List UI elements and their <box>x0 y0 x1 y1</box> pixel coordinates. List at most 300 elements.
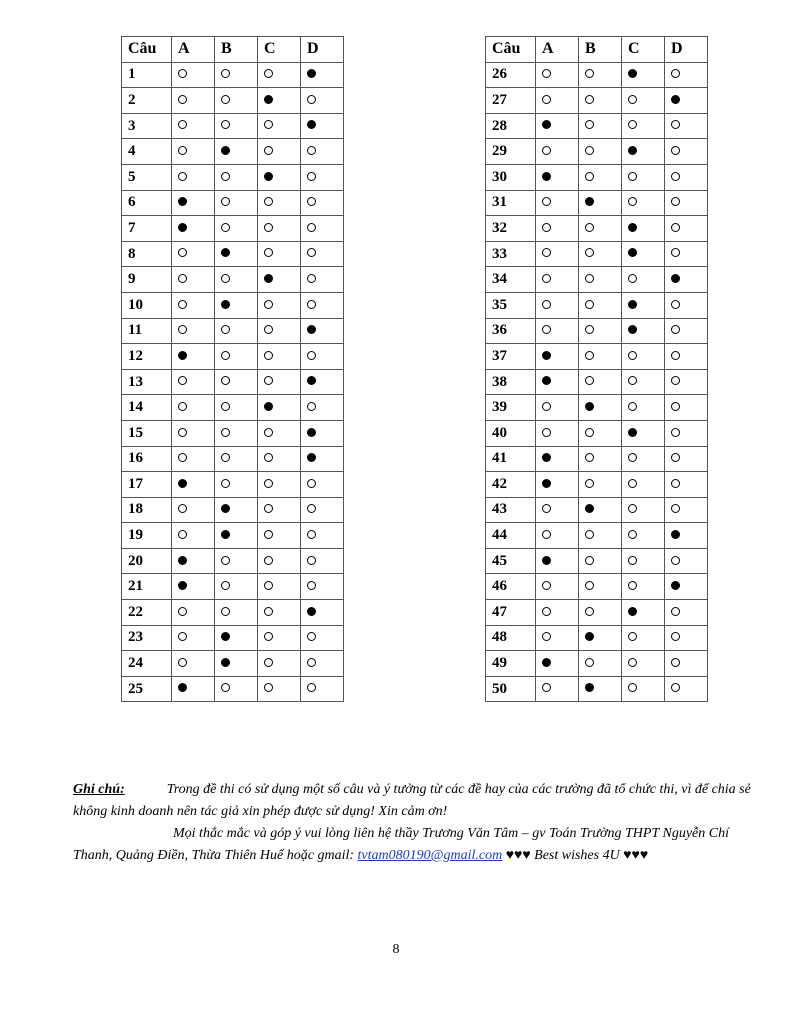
empty-bubble-icon <box>221 120 230 129</box>
empty-bubble-icon <box>264 197 273 206</box>
option-cell-c <box>622 676 665 702</box>
option-cell-b <box>579 88 622 114</box>
filled-bubble-icon <box>178 683 187 692</box>
table-row <box>486 139 708 165</box>
header-question: Câu <box>122 37 172 63</box>
option-cell-c <box>622 446 665 472</box>
filled-bubble-icon <box>542 453 551 462</box>
option-cell-a <box>536 267 579 293</box>
empty-bubble-icon <box>307 197 316 206</box>
filled-bubble-icon <box>671 274 680 283</box>
empty-bubble-icon <box>671 248 680 257</box>
note-text-1: Trong đề thi có sử dụng một số câu và ý tưởng từ các đề hay của các trường đã tổ chức thi, vì để chia sẻ không kinh doanh nên tác giả xin phép được sử dụng! Xin cảm ơn! <box>73 782 751 819</box>
question-number: 25 <box>122 676 172 702</box>
table-row <box>486 241 708 267</box>
question-number: 39 <box>486 395 536 421</box>
question-number: 36 <box>486 318 536 344</box>
header-option-c: C <box>258 37 301 63</box>
option-cell-a <box>536 369 579 395</box>
option-cell-b <box>579 292 622 318</box>
option-cell-d <box>301 446 344 472</box>
table-row <box>486 395 708 421</box>
option-cell-a <box>172 267 215 293</box>
option-cell-b <box>215 600 258 626</box>
option-cell-b <box>579 344 622 370</box>
option-cell-c <box>258 625 301 651</box>
option-cell-b <box>215 344 258 370</box>
table-row <box>122 625 344 651</box>
empty-bubble-icon <box>221 69 230 78</box>
empty-bubble-icon <box>221 325 230 334</box>
question-number: 34 <box>486 267 536 293</box>
header-option-c: C <box>622 37 665 63</box>
filled-bubble-icon <box>178 479 187 488</box>
empty-bubble-icon <box>264 325 273 334</box>
empty-bubble-icon <box>542 530 551 539</box>
empty-bubble-icon <box>542 197 551 206</box>
empty-bubble-icon <box>585 658 594 667</box>
option-cell-d <box>665 344 708 370</box>
filled-bubble-icon <box>628 146 637 155</box>
question-number: 40 <box>486 420 536 446</box>
empty-bubble-icon <box>585 172 594 181</box>
empty-bubble-icon <box>542 402 551 411</box>
empty-bubble-icon <box>628 197 637 206</box>
option-cell-b <box>215 318 258 344</box>
option-cell-b <box>215 216 258 242</box>
empty-bubble-icon <box>264 351 273 360</box>
option-cell-b <box>215 292 258 318</box>
empty-bubble-icon <box>221 197 230 206</box>
question-number: 33 <box>486 241 536 267</box>
option-cell-b <box>215 446 258 472</box>
option-cell-b <box>579 369 622 395</box>
filled-bubble-icon <box>307 453 316 462</box>
table-body-right <box>486 62 708 702</box>
option-cell-c <box>622 395 665 421</box>
question-number: 31 <box>486 190 536 216</box>
option-cell-c <box>258 676 301 702</box>
empty-bubble-icon <box>585 556 594 565</box>
option-cell-d <box>301 472 344 498</box>
table-row <box>486 600 708 626</box>
empty-bubble-icon <box>542 504 551 513</box>
option-cell-d <box>665 292 708 318</box>
empty-bubble-icon <box>542 223 551 232</box>
option-cell-c <box>258 190 301 216</box>
filled-bubble-icon <box>221 504 230 513</box>
question-number: 11 <box>122 318 172 344</box>
filled-bubble-icon <box>221 146 230 155</box>
empty-bubble-icon <box>671 402 680 411</box>
filled-bubble-icon <box>542 556 551 565</box>
question-number: 30 <box>486 164 536 190</box>
option-cell-b <box>215 139 258 165</box>
header-option-b: B <box>579 37 622 63</box>
option-cell-b <box>579 676 622 702</box>
filled-bubble-icon <box>221 658 230 667</box>
question-number: 27 <box>486 88 536 114</box>
empty-bubble-icon <box>542 274 551 283</box>
empty-bubble-icon <box>585 607 594 616</box>
empty-bubble-icon <box>671 300 680 309</box>
filled-bubble-icon <box>585 504 594 513</box>
header-option-a: A <box>536 37 579 63</box>
table-row <box>122 574 344 600</box>
question-number: 12 <box>122 344 172 370</box>
empty-bubble-icon <box>264 504 273 513</box>
question-number: 9 <box>122 267 172 293</box>
empty-bubble-icon <box>264 120 273 129</box>
empty-bubble-icon <box>178 172 187 181</box>
option-cell-d <box>665 241 708 267</box>
empty-bubble-icon <box>221 402 230 411</box>
option-cell-a <box>536 600 579 626</box>
option-cell-a <box>172 292 215 318</box>
empty-bubble-icon <box>264 479 273 488</box>
option-cell-c <box>258 62 301 88</box>
option-cell-c <box>622 139 665 165</box>
empty-bubble-icon <box>542 248 551 257</box>
option-cell-b <box>579 395 622 421</box>
empty-bubble-icon <box>221 95 230 104</box>
option-cell-a <box>536 344 579 370</box>
empty-bubble-icon <box>671 632 680 641</box>
option-cell-a <box>172 625 215 651</box>
empty-bubble-icon <box>671 607 680 616</box>
option-cell-a <box>172 574 215 600</box>
note-paragraph-2 <box>73 823 763 867</box>
option-cell-c <box>258 420 301 446</box>
empty-bubble-icon <box>542 300 551 309</box>
filled-bubble-icon <box>542 172 551 181</box>
filled-bubble-icon <box>628 300 637 309</box>
filled-bubble-icon <box>542 658 551 667</box>
option-cell-b <box>579 190 622 216</box>
option-cell-b <box>215 420 258 446</box>
question-number: 15 <box>122 420 172 446</box>
option-cell-b <box>579 241 622 267</box>
option-cell-b <box>215 548 258 574</box>
option-cell-c <box>622 420 665 446</box>
empty-bubble-icon <box>221 607 230 616</box>
empty-bubble-icon <box>671 351 680 360</box>
filled-bubble-icon <box>628 248 637 257</box>
option-cell-c <box>258 88 301 114</box>
filled-bubble-icon <box>221 632 230 641</box>
question-number: 43 <box>486 497 536 523</box>
option-cell-d <box>665 139 708 165</box>
table-row <box>486 190 708 216</box>
option-cell-d <box>665 318 708 344</box>
empty-bubble-icon <box>221 683 230 692</box>
option-cell-a <box>536 497 579 523</box>
filled-bubble-icon <box>307 69 316 78</box>
option-cell-a <box>536 523 579 549</box>
email-link[interactable]: tvtam080190@gmail.com <box>357 848 503 863</box>
option-cell-a <box>536 292 579 318</box>
option-cell-c <box>622 216 665 242</box>
filled-bubble-icon <box>628 428 637 437</box>
empty-bubble-icon <box>178 146 187 155</box>
table-row <box>486 318 708 344</box>
question-number: 20 <box>122 548 172 574</box>
option-cell-b <box>215 241 258 267</box>
empty-bubble-icon <box>307 402 316 411</box>
filled-bubble-icon <box>585 683 594 692</box>
option-cell-b <box>215 113 258 139</box>
empty-bubble-icon <box>585 581 594 590</box>
option-cell-c <box>622 88 665 114</box>
table-row <box>486 472 708 498</box>
option-cell-a <box>172 88 215 114</box>
option-cell-c <box>622 574 665 600</box>
filled-bubble-icon <box>628 607 637 616</box>
empty-bubble-icon <box>671 453 680 462</box>
option-cell-c <box>622 497 665 523</box>
question-number: 6 <box>122 190 172 216</box>
table-row <box>486 88 708 114</box>
table-row <box>122 292 344 318</box>
empty-bubble-icon <box>221 581 230 590</box>
question-number: 8 <box>122 241 172 267</box>
filled-bubble-icon <box>178 581 187 590</box>
empty-bubble-icon <box>628 479 637 488</box>
header-option-d: D <box>301 37 344 63</box>
empty-bubble-icon <box>628 581 637 590</box>
option-cell-c <box>622 113 665 139</box>
table-row <box>486 651 708 677</box>
filled-bubble-icon <box>585 197 594 206</box>
option-cell-b <box>579 651 622 677</box>
option-cell-c <box>258 523 301 549</box>
empty-bubble-icon <box>264 581 273 590</box>
option-cell-d <box>665 267 708 293</box>
filled-bubble-icon <box>542 479 551 488</box>
table-row <box>122 241 344 267</box>
option-cell-b <box>579 113 622 139</box>
empty-bubble-icon <box>585 223 594 232</box>
question-number: 23 <box>122 625 172 651</box>
empty-bubble-icon <box>585 530 594 539</box>
option-cell-a <box>536 395 579 421</box>
option-cell-c <box>258 318 301 344</box>
option-cell-b <box>579 574 622 600</box>
option-cell-d <box>665 625 708 651</box>
empty-bubble-icon <box>628 632 637 641</box>
empty-bubble-icon <box>307 556 316 565</box>
option-cell-c <box>258 292 301 318</box>
empty-bubble-icon <box>307 146 316 155</box>
option-cell-c <box>622 344 665 370</box>
table-row <box>122 318 344 344</box>
question-number: 47 <box>486 600 536 626</box>
table-header-row <box>122 37 344 63</box>
filled-bubble-icon <box>221 300 230 309</box>
question-number: 4 <box>122 139 172 165</box>
table-row <box>486 62 708 88</box>
empty-bubble-icon <box>221 274 230 283</box>
empty-bubble-icon <box>307 504 316 513</box>
empty-bubble-icon <box>264 428 273 437</box>
empty-bubble-icon <box>178 428 187 437</box>
option-cell-a <box>172 395 215 421</box>
empty-bubble-icon <box>585 274 594 283</box>
empty-bubble-icon <box>307 683 316 692</box>
option-cell-b <box>579 216 622 242</box>
question-number: 22 <box>122 600 172 626</box>
option-cell-a <box>536 574 579 600</box>
empty-bubble-icon <box>307 351 316 360</box>
note-text-2: Mọi thắc mắc và góp ý vui lòng liên hệ thầy Trương Văn Tâm – gv Toán Trường THPT Nguyễn Chí Thanh, Quảng Điền, Thừa Thiên Huế hoặc gmail: <box>73 826 729 863</box>
table-row <box>122 344 344 370</box>
option-cell-a <box>172 344 215 370</box>
option-cell-d <box>665 497 708 523</box>
option-cell-b <box>579 139 622 165</box>
option-cell-c <box>258 267 301 293</box>
note-section <box>73 779 763 867</box>
option-cell-c <box>622 318 665 344</box>
empty-bubble-icon <box>307 632 316 641</box>
option-cell-c <box>258 574 301 600</box>
filled-bubble-icon <box>307 428 316 437</box>
empty-bubble-icon <box>221 479 230 488</box>
option-cell-b <box>215 574 258 600</box>
empty-bubble-icon <box>307 530 316 539</box>
table-row <box>122 523 344 549</box>
empty-bubble-icon <box>264 248 273 257</box>
option-cell-b <box>579 318 622 344</box>
empty-bubble-icon <box>264 223 273 232</box>
option-cell-b <box>579 420 622 446</box>
option-cell-c <box>258 344 301 370</box>
question-number: 3 <box>122 113 172 139</box>
empty-bubble-icon <box>585 95 594 104</box>
option-cell-d <box>301 651 344 677</box>
option-cell-a <box>172 651 215 677</box>
empty-bubble-icon <box>307 300 316 309</box>
option-cell-a <box>172 676 215 702</box>
option-cell-b <box>579 523 622 549</box>
option-cell-c <box>258 446 301 472</box>
table-row <box>122 420 344 446</box>
option-cell-d <box>665 369 708 395</box>
empty-bubble-icon <box>671 325 680 334</box>
option-cell-d <box>665 164 708 190</box>
empty-bubble-icon <box>671 479 680 488</box>
option-cell-a <box>172 62 215 88</box>
option-cell-b <box>215 523 258 549</box>
table-row <box>122 446 344 472</box>
filled-bubble-icon <box>264 95 273 104</box>
option-cell-d <box>665 523 708 549</box>
question-number: 19 <box>122 523 172 549</box>
empty-bubble-icon <box>671 69 680 78</box>
question-number: 42 <box>486 472 536 498</box>
empty-bubble-icon <box>585 300 594 309</box>
option-cell-a <box>536 113 579 139</box>
option-cell-a <box>536 190 579 216</box>
empty-bubble-icon <box>585 376 594 385</box>
table-row <box>486 369 708 395</box>
filled-bubble-icon <box>585 632 594 641</box>
table-row <box>486 676 708 702</box>
table-row <box>486 523 708 549</box>
option-cell-c <box>258 369 301 395</box>
option-cell-a <box>172 472 215 498</box>
filled-bubble-icon <box>307 120 316 129</box>
option-cell-d <box>665 216 708 242</box>
option-cell-c <box>258 651 301 677</box>
question-number: 49 <box>486 651 536 677</box>
option-cell-c <box>622 241 665 267</box>
table-row <box>122 676 344 702</box>
header-option-b: B <box>215 37 258 63</box>
empty-bubble-icon <box>264 146 273 155</box>
filled-bubble-icon <box>178 351 187 360</box>
question-number: 10 <box>122 292 172 318</box>
option-cell-a <box>172 216 215 242</box>
option-cell-a <box>172 523 215 549</box>
option-cell-a <box>172 241 215 267</box>
option-cell-d <box>301 62 344 88</box>
option-cell-d <box>301 216 344 242</box>
empty-bubble-icon <box>178 69 187 78</box>
header-option-d: D <box>665 37 708 63</box>
question-number: 44 <box>486 523 536 549</box>
question-number: 18 <box>122 497 172 523</box>
empty-bubble-icon <box>307 581 316 590</box>
option-cell-b <box>215 497 258 523</box>
empty-bubble-icon <box>628 172 637 181</box>
option-cell-d <box>301 497 344 523</box>
empty-bubble-icon <box>628 274 637 283</box>
question-number: 29 <box>486 139 536 165</box>
option-cell-b <box>215 395 258 421</box>
empty-bubble-icon <box>178 376 187 385</box>
empty-bubble-icon <box>671 683 680 692</box>
option-cell-d <box>301 267 344 293</box>
question-number: 32 <box>486 216 536 242</box>
table-row <box>122 369 344 395</box>
option-cell-b <box>215 190 258 216</box>
empty-bubble-icon <box>628 504 637 513</box>
empty-bubble-icon <box>628 530 637 539</box>
empty-bubble-icon <box>264 683 273 692</box>
empty-bubble-icon <box>264 607 273 616</box>
option-cell-d <box>665 446 708 472</box>
option-cell-b <box>215 676 258 702</box>
table-row <box>486 267 708 293</box>
empty-bubble-icon <box>307 95 316 104</box>
table-body-left <box>122 62 344 702</box>
option-cell-a <box>536 241 579 267</box>
table-row <box>486 625 708 651</box>
option-cell-a <box>172 600 215 626</box>
option-cell-b <box>215 472 258 498</box>
option-cell-a <box>172 497 215 523</box>
table-row <box>486 113 708 139</box>
option-cell-d <box>301 88 344 114</box>
option-cell-c <box>258 139 301 165</box>
question-number: 46 <box>486 574 536 600</box>
option-cell-c <box>622 548 665 574</box>
empty-bubble-icon <box>628 683 637 692</box>
option-cell-d <box>301 523 344 549</box>
empty-bubble-icon <box>585 479 594 488</box>
option-cell-a <box>172 446 215 472</box>
empty-bubble-icon <box>307 274 316 283</box>
